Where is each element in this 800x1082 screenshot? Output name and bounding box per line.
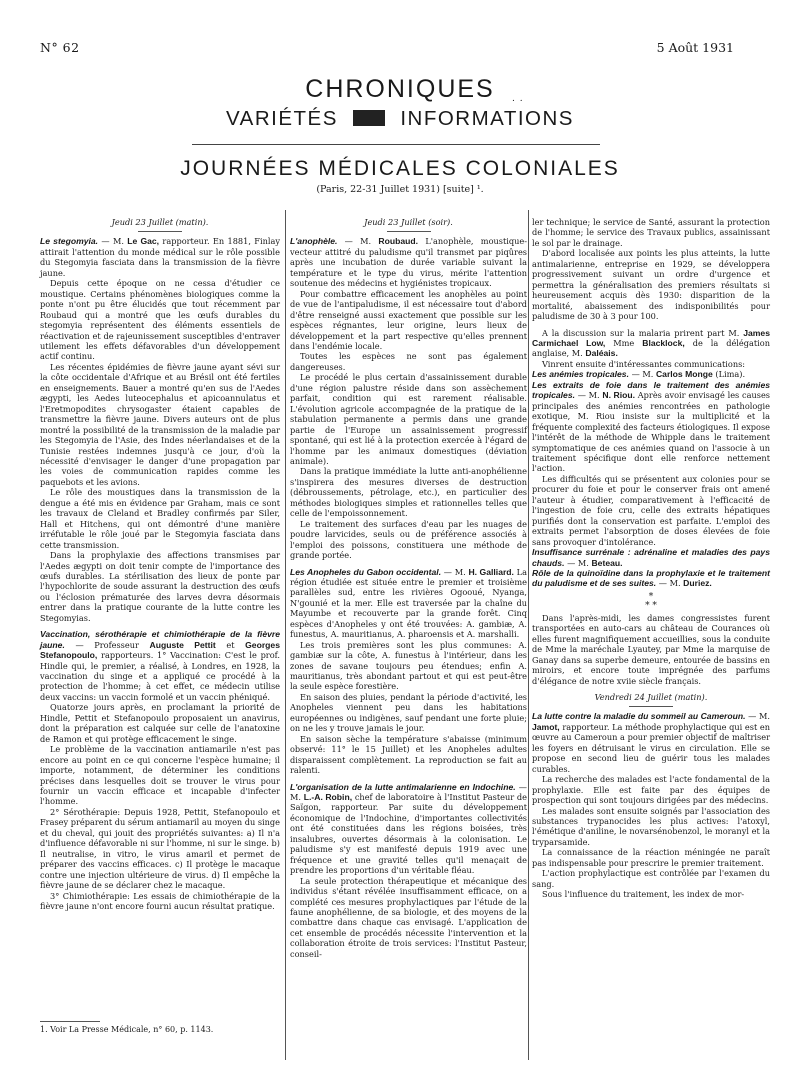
section-title: JOURNÉES MÉDICALES COLONIALES bbox=[180, 157, 620, 180]
issue-number: N° 62 bbox=[40, 40, 80, 55]
paragraph: Les malades sont ensuite soignés par l'association des substances trypanocides les plus actives: l'atoxyl, l'émétique d'aniline, le novarsénobenzol, le moranyl et la tryparsamide. bbox=[532, 805, 770, 847]
session-heading: Vendredi 24 Juillet (matin). bbox=[594, 692, 708, 703]
column-divider bbox=[528, 210, 529, 1060]
paragraph: Dans l'après-midi, les dames congressistes furent transportées en auto-cars au château de Courances où elles furent magnifiquement accueillies, sous la conduite de Mme la maréchale Lyautey, par Mme la marquise de Ganay dans sa superbe demeure, entourée de bassins en miroirs, et encore toute imprégnée des parfums d'élégance de notre xviie siècle français. bbox=[532, 612, 770, 686]
paragraph: Vinrent ensuite d'intéressantes communications: bbox=[542, 358, 746, 369]
paragraph: La seule protection thérapeutique et mécanique des individus s'étant révélée insuffisamment efficace, on a complété ces mesures prophylactiques par l'étude de la faune anophélienne, de sa biologie, et des moyens de la combattre dans chaque cas envisagé. L'application de cet ensemble de procédés nécessite l'intervention et la collaboration étroite de trois services: l'Institut Pasteur, conseil- bbox=[290, 875, 527, 959]
paragraph: Dans la prophylaxie des affections transmises par l'Aedes ægypti on doit tenir compte de l'importance des œufs durables. La stérilisation des lieux de ponte par l'hypochlorite de soude assurant la destruction des œufs ou l'éclosion prématurée des larves devra désormais entrer dans la pratique courante de la lutte contre les Stegomyias. bbox=[40, 550, 280, 623]
session-rule bbox=[138, 231, 182, 232]
session-rule bbox=[387, 231, 431, 232]
article-indochine: L'organisation de la lutte antimalarienne en Indochine. — M. L.-A. Robin, chef de laboratoire à l'Institut Pasteur de Saïgon, rapporteur. Par suite du développement économique de l'Indochine, d'importantes collectivités ont été constituées dans les régions boisées, très insalubres, ouvertes désormais à la colonisation. Le paludisme s'y est manifesté depuis 1919 avec une fréquence et une gravité telles qu'il menaçait de prendre les proportions d'un véritable fléau. bbox=[290, 781, 527, 876]
asterism-separator: * * * bbox=[645, 591, 657, 611]
article-anophele: L'anophèle. — M. Roubaud. L'anophèle, moustique-vecteur attitré du paludisme qu'il transmet par piqûres après une incubation de durée variable suivant la température et le type du virus, mérite l'attention soutenue des médecins et hygiénistes tropicaux. bbox=[290, 236, 528, 289]
column-2 bbox=[290, 217, 527, 959]
paragraph: Le procédé le plus certain d'assainissement durable d'une région palustre réside dans son assèchement parfait, condition qui est rarement réalisable. L'évolution agricole accompagnée de la pratique de la stabulation permanente a permis dans une grande partie de l'Europe un assainissement progressif spontané, qui est lié à la protection exercée à l'égard de l'homme par les animaux domestiques (déviation animale). bbox=[290, 372, 527, 466]
paragraph: 3° Chimiothérapie: Les essais de chimiothérapie de la fièvre jaune n'ont encore fourni aucun résultat pratique. bbox=[40, 890, 280, 911]
discussion-paragraph: A la discussion sur la malaria prirent part M. James Carmichael Low, Mme Blacklock, de la délégation anglaise, M. Daléais. bbox=[532, 327, 770, 359]
paragraph: Dans la pratique immédiate la lutte anti-anophélienne s'inspirera des mesures diverses de destruction (débroussements, pétrolage, etc.), en particulier des méthodes biologiques simples et rationnelles telles que celle de l'empoissonnement. bbox=[290, 466, 527, 519]
issue-date: 5 Août 1931 bbox=[656, 40, 734, 55]
session-heading: Jeudi 23 Juillet (matin). bbox=[111, 217, 209, 227]
column-1 bbox=[40, 217, 280, 911]
ornament-icon bbox=[353, 110, 385, 126]
paragraph: 2° Sérothérapie: Depuis 1928, Pettit, Stefanopoulo et Frasey préparent du sérum antiamaril au moyen du singe et du cheval, qui jouit des propriétés suivantes: a) Il n'a d'influence défavorable ni sur l'homme, ni sur le singe. b) Il neutralise, in vitro, le virus amaril et permet de préparer des vaccins efficaces. c) Il protège le macaque contre une injection ultérieure de virus. d) Il empêche la fièvre jaune de se déclarer chez le macaque. bbox=[40, 806, 280, 891]
paragraph: ler technique; le service de Santé, assurant la protection de l'homme; le service des Travaux publics, assainissant le sol par le drainage. bbox=[532, 217, 770, 248]
column-3 bbox=[532, 217, 770, 900]
paragraph: En saison sèche la température s'abaisse (minimum observé: 11° le 15 Juillet) et les Anopheles adultes disparaissent complètement. La reproduction se fait au ralenti. bbox=[290, 733, 527, 776]
article-stegomyia: Le stegomyia. — M. Le Gac, rapporteur. En 1881, Finlay attirait l'attention du monde médical sur le rôle possible du Stegomyia fasciata dans la transmission de la fièvre jaune. bbox=[40, 236, 280, 278]
paragraph: Depuis cette époque on ne cessa d'étudier ce moustique. Certains phénomènes biologiques comme la ponte n'ont pu être élucidés que tout récemment par Roubaud qui a montré que les œufs durables du stegomyia représentent des éléments essentiels de réactivation et de rajeunissement susceptibles d'entraver utilement les effets défavorables d'un développement actif continu. bbox=[40, 278, 280, 362]
session-rule bbox=[629, 706, 673, 707]
paragraph: Le problème de la vaccination antiamarile n'est pas encore au point en ce qui concerne l'espèce humaine; il importe, notamment, de déterminer les conditions précises dans lesquelles doit se trouver le virus pour fournir un vaccin efficace et incapable d'infecter l'homme. bbox=[40, 744, 280, 807]
varietes-label: VARIÉTÉS bbox=[226, 107, 338, 130]
article-vaccination: Vaccination, sérothérapie et chimiothérapie de la fièvre jaune. — Professeur Auguste Pettit et Georges Stefanopoulo, rapporteurs. 1° Vaccination: C'est le prof. Hindle qui, le premier, a réalisé, à Londres, en 1928, la vaccination du singe et a appliqué ce procédé à la protection de l'homme; à cet effet, ce médecin utilise deux vaccins: un vaccin formolé et un vaccin phéniqué. bbox=[40, 629, 280, 702]
paragraph: Le rôle des moustiques dans la transmission de la dengue a été mis en évidence par Graham, mais ce sont les travaux de Cleland et Bradley confirmés par Siler, Hall et Hitchens, qui ont démontré d'une manière irréfutable le rôle joué par le Stegomyia fasciata dans cette transmission. bbox=[40, 487, 280, 550]
title-dots-ornament: . . bbox=[512, 94, 524, 104]
session-heading: Jeudi 23 Juillet (soir). bbox=[364, 217, 453, 227]
paragraph: Les trois premières sont les plus communes: A. gambiæ sur la côte, A. funestus à l'intérieur, dans les zones de savane toujours peu étendues; enfin A. mauritianus, très abondant partout et qui est peut-être la seule espèce forestière. bbox=[290, 639, 527, 692]
paragraph: Les récentes épidémies de fièvre jaune ayant sévi sur la côte occidentale d'Afrique et au Brésil ont été fertiles en enseignements. Bauer a montré qu'en sus de l'Aedes ægypti, les Aedes luteocephalus et apicoannulatus et l'Eretmopodites chrysogaster étaient capables de transmettre la fièvre jaune. Divers auteurs ont de plus montré la possibilité de la transmission de la maladie par les Stegomyia de l'Asie, des Indes néerlandaises et de la Tunisie restées indemnes jusqu'à ce jour, d'où la nécessité d'envisager le danger d'une propagation par les voies de communication rapides comme les paquebots et les avions. bbox=[40, 361, 280, 487]
paragraph: Le traitement des surfaces d'eau par les nuages de poudre larvicides, seuls ou de préférence associés à l'emploi des poissons, constituera une méthode de grande portée. bbox=[290, 518, 527, 561]
paragraph: Les difficultés qui se présentent aux colonies pour se procurer du foie et pour le conserver frais ont amené l'auteur à étudier, comparativement à l'efficacité de l'ingestion de foie cru, celle des extraits hépatiques purifiés dont la conservation est parfaite. L'emploi des extraits permet l'absorption de doses élevées de foie sans provoquer d'intolérance. bbox=[532, 473, 770, 547]
article-extraits-foie: Les extraits de foie dans le traitement des anémies tropicales. — M. N. Riou. Après avoir envisagé les causes principales des anémies rencontrées en pathologie exotique, M. Riou insiste sur la multiplicité et la fréquente complexité des facteurs étiologiques. Il expose l'intérêt de la méthode de Whipple dans le traitement symptomatique de ces anémies quand on l'associe à un traitement spécifique dont elle renforce nettement l'action. bbox=[532, 379, 770, 474]
paragraph: Toutes les espèces ne sont pas également dangereuses. bbox=[290, 351, 527, 372]
article-maladie-sommeil: La lutte contre la maladie du sommeil au Cameroun. — M. Jamot, rapporteur. La méthode prophylactique qui est en œuvre au Cameroun a pour premier objectif de maîtriser les foyers en détruisant le virus en circulation. Elle se propose en second lieu de guérir tous les malades curables. bbox=[532, 711, 770, 774]
article-surrenale: Insuffisance surrénale : adrénaline et maladies des pays chauds. — M. Beteau. bbox=[532, 547, 770, 568]
article-anemies: Les anémies tropicales. — M. Carlos Monge (Lima). bbox=[532, 369, 746, 380]
article-anopheles-gabon: Les Anopheles du Gabon occidental. — M. H. Galliard. La région étudiée est située entre le premier et troisième parallèles sud, entre les rivières Ogooué, Nyanga, N'gounié et la mer. Elle est traversée par la chaîne du Mayumbe et recouverte par la grande forêt. Cinq espèces d'Anopheles y ont été trouvées: A. gambiæ, A. funestus, A. mauritianus, A. pharoensis et A. marshalli. bbox=[290, 566, 528, 640]
paragraph: L'action prophylactique est contrôlée par l'examen du sang. bbox=[532, 868, 770, 889]
varietes-informations-title bbox=[0, 107, 800, 131]
paragraph: La connaissance de la réaction méningée ne paraît pas indispensable pour prescrire le premier traitement. bbox=[532, 847, 770, 868]
paragraph: Pour combattre efficacement les anophèles au point de vue de l'antipaludisme, il est nécessaire tout d'abord d'être renseigné aussi exactement que possible sur les espèces régnantes, leur origine, leurs lieux de développement et la part respective qu'elles prennent dans l'endémie locale. bbox=[290, 288, 527, 351]
footnote-rule bbox=[40, 1021, 100, 1022]
article-quinoidine: Rôle de la quinoïdine dans la prophylaxie et le traitement du paludisme et de ses suites. — M. Duriez. bbox=[532, 567, 770, 589]
title-rule bbox=[192, 144, 600, 145]
chroniques-title: CHRONIQUES bbox=[305, 75, 495, 103]
informations-label: INFORMATIONS bbox=[400, 107, 574, 130]
paragraph: La recherche des malades est l'acte fondamental de la prophylaxie. Elle est faite par des équipes de prospection qui sont toujours dirigées par des médecins. bbox=[532, 774, 770, 806]
column-divider bbox=[285, 210, 286, 1060]
footnote: 1. Voir La Presse Médicale, n° 60, p. 1143. bbox=[40, 1025, 214, 1034]
paragraph: Quatorze jours après, en proclamant la priorité de Hindle, Pettit et Stefanopoulo proposaient un anavirus, dont la préparation est calquée sur celle de l'anatoxine de Ramon et qui protège efficacement le singe. bbox=[40, 702, 280, 744]
paragraph: D'abord localisée aux points les plus atteints, la lutte antimalarienne, entreprise en 1929, se développera progressivement suivant un ordre d'urgence et permettra la généralisation des premiers résultats si heureusement acquis dès 1930: disparition de la mortalité, abaissement des indisponibilités pour paludisme de 30 à 3 pour 100. bbox=[532, 248, 770, 322]
section-subtitle: (Paris, 22-31 Juillet 1931) [suite] ¹. bbox=[316, 184, 484, 195]
paragraph: En saison des pluies, pendant la période d'activité, les Anopheles viennent peu dans les habitations européennes ou indigènes, sauf pendant une forte pluie; on ne les y trouve jamais le jour. bbox=[290, 691, 527, 734]
paragraph: Sous l'influence du traitement, les index de mor- bbox=[542, 889, 745, 900]
